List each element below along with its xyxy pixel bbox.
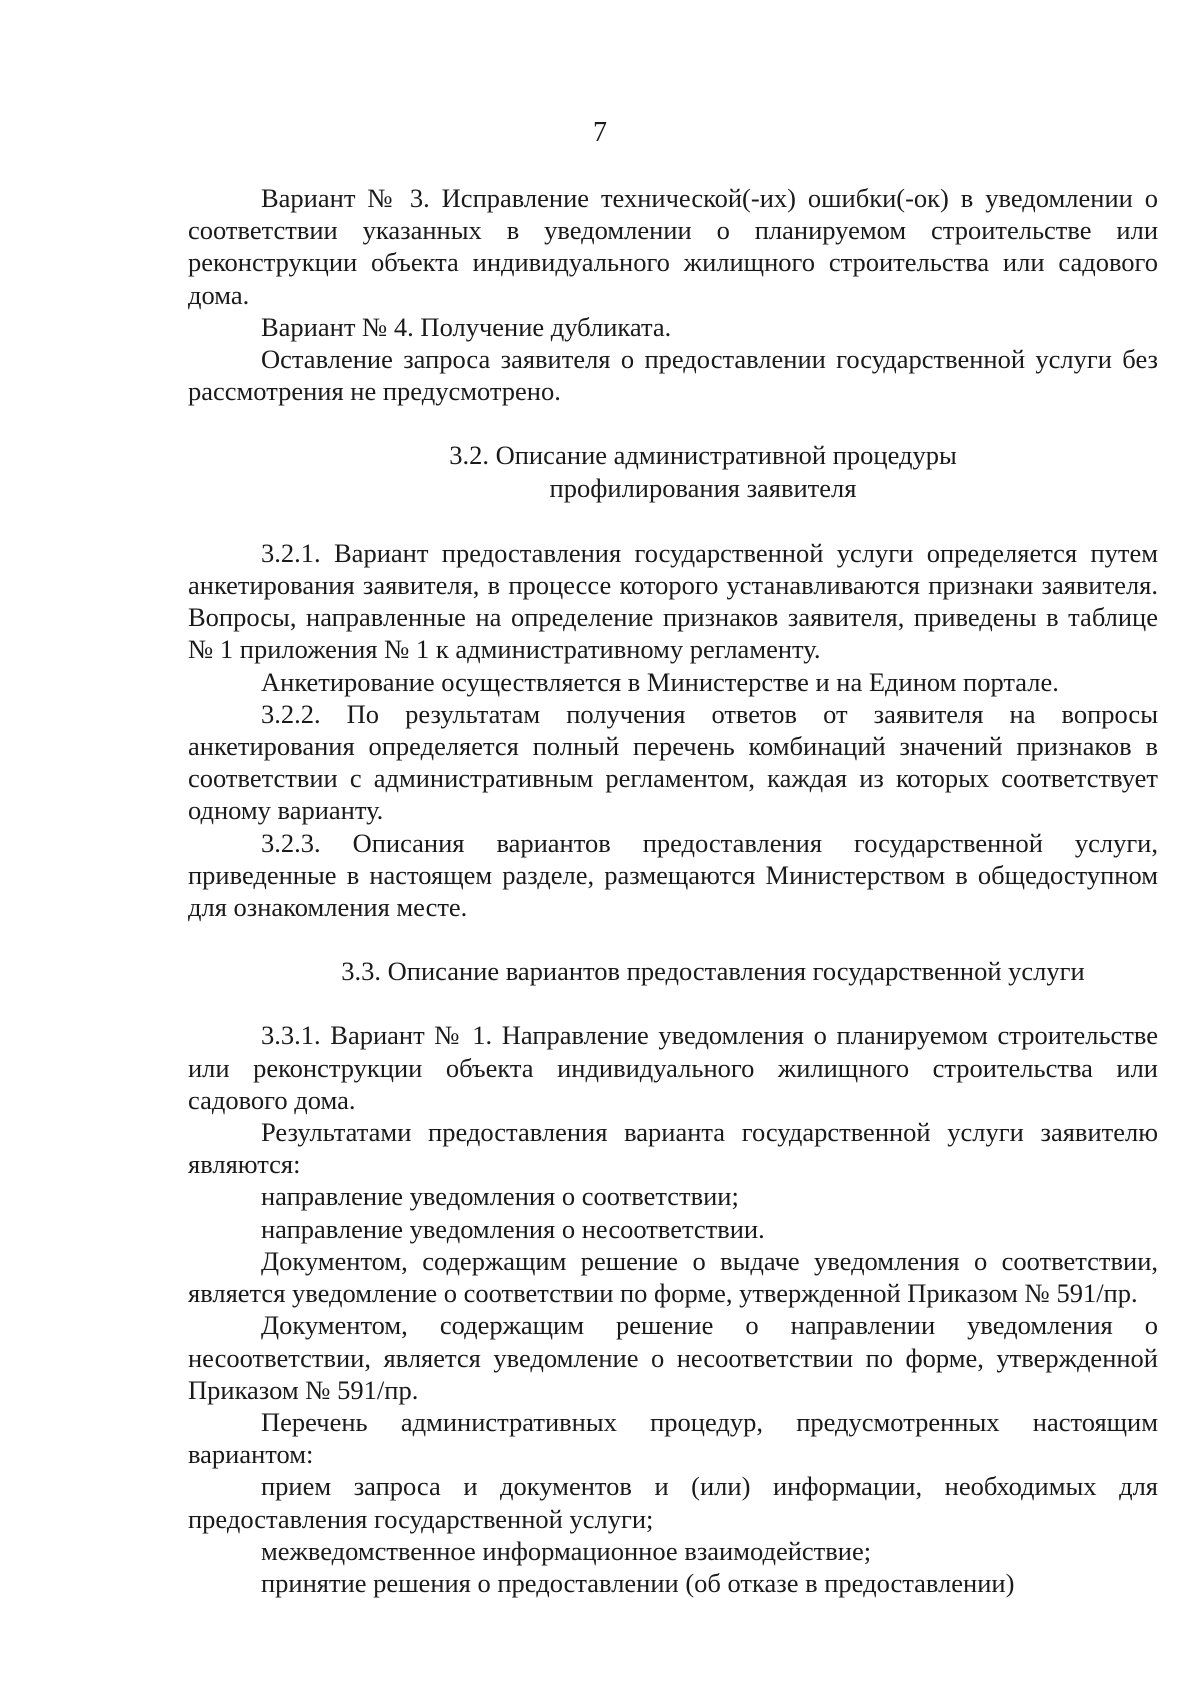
paragraph-survey: Анкетирование осуществляется в Министерстве и на Едином портале. bbox=[261, 666, 1059, 697]
paragraph-3-2-1: 3.2.1. Вариант предоставления государственной услуги определяется путем анкетирования заявителя, в процессе которого устанавливаются признаки заявителя. Вопросы, направленные на определение признаков заявителя, приведены в таблице № 1 приложения № 1 к административному регламенту. bbox=[188, 537, 1158, 665]
paragraph-procedures: Перечень административных процедур, предусмотренных настоящим вариантом: bbox=[188, 1406, 1158, 1470]
paragraph-doc-noncompliance: Документом, содержащим решение о направлении уведомления о несоответствии, является уведомление о несоответствии по форме, утвержденной Приказом № 591/пр. bbox=[188, 1310, 1158, 1405]
page-number: 7 bbox=[593, 117, 607, 148]
paragraph-procedure-1: прием запроса и документов и (или) информации, необходимых для предоставления государственной услуги; bbox=[188, 1471, 1158, 1534]
paragraph-3-3-1: 3.3.1. Вариант № 1. Направление уведомления о планируемом строительстве или реконструкции объекта индивидуального жилищного строительства или садового дома. bbox=[188, 1020, 1158, 1115]
section-heading-3-3: 3.3. Описание вариантов предоставления государственной услуги bbox=[341, 956, 1085, 987]
document-body bbox=[188, 182, 1158, 1599]
paragraph-results: Результатами предоставления варианта государственной услуги заявителю являются: bbox=[188, 1117, 1158, 1180]
paragraph-doc-compliance: Документом, содержащим решение о выдаче уведомления о соответствии, является уведомление о соответствии по форме, утвержденной Приказом № 591/пр. bbox=[188, 1245, 1158, 1309]
section-heading-3-2-line1: 3.2. Описание административной процедуры bbox=[449, 440, 957, 471]
paragraph-result-1: направление уведомления о соответствии; bbox=[261, 1181, 739, 1212]
paragraph-procedure-3: принятие решения о предоставлении (об отказе в предоставлении) bbox=[261, 1567, 1015, 1598]
section-heading-3-2 bbox=[188, 439, 1158, 503]
paragraph-3-2-2: 3.2.2. По результатам получения ответов от заявителя на вопросы анкетирования определяется полный перечень комбинаций значений признаков в соответствии с административным регламентом, каждая из которых соответствует одному варианту. bbox=[188, 698, 1158, 826]
paragraph-3-2-3: 3.2.3. Описания вариантов предоставления государственной услуги, приведенные в настоящем разделе, размещаются Министерством в общедоступном для ознакомления месте. bbox=[188, 827, 1158, 923]
paragraph-no-rejection: Оставление запроса заявителя о предоставлении государственной услуги без рассмотрения не предусмотрено. bbox=[188, 344, 1158, 407]
paragraph-result-2: направление уведомления о несоответствии. bbox=[261, 1213, 765, 1244]
section-heading-3-2-line2: профилирования заявителя bbox=[549, 472, 857, 503]
paragraph-procedure-2: межведомственное информационное взаимодействие; bbox=[261, 1535, 872, 1566]
paragraph-variant-3: Вариант № 3. Исправление технической(-их) ошибки(-ок) в уведомлении о соответствии указанных в уведомлении о планируемом строительстве или реконструкции объекта индивидуального жилищного строительства или садового дома. bbox=[188, 183, 1158, 310]
paragraph-variant-4: Вариант № 4. Получение дубликата. bbox=[261, 311, 672, 342]
